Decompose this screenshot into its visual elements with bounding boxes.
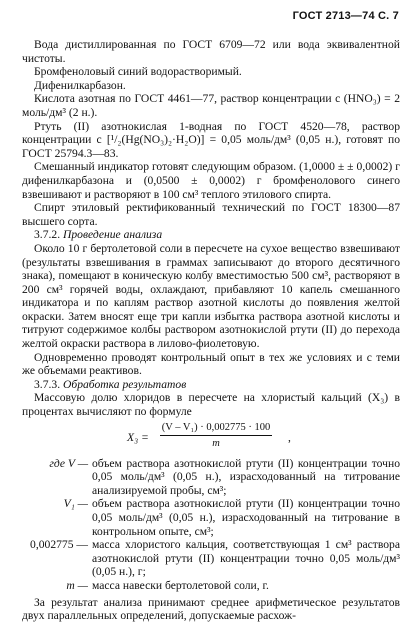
paragraph: Кислота азотная по ГОСТ 4461—77, раствор концентрации с (HNO₃) = 2 моль/дм³ (2 н.). bbox=[22, 92, 400, 119]
definition-symbol: m — bbox=[66, 578, 88, 592]
section-number: 3.7.2. bbox=[34, 228, 61, 242]
paragraph: Массовую долю хлоридов в пересчете на хлористый кальций (X₃) в процентах вычисляют по формуле bbox=[22, 391, 400, 419]
definition-symbol: где V — bbox=[49, 456, 88, 470]
definition-text: масса навески бертолетовой соли, г. bbox=[92, 578, 269, 592]
formula-lhs: X₃ = bbox=[127, 430, 149, 444]
page-header: ГОСТ 2713—74 С. 7 bbox=[292, 10, 399, 22]
definition-text: объем раствора азотнокислой ртути (II) концентрации точно 0,05 моль/дм³ (0,05 н.), израсходованный на титрование анализируемой пробы, см³; bbox=[92, 456, 400, 497]
paragraph: Вода дистиллированная по ГОСТ 6709—72 или вода эквивалентной чистоты. bbox=[22, 38, 400, 65]
formula-fraction bbox=[160, 421, 272, 451]
definition-text: масса хлористого кальция, соответствующая 1 см³ раствора азотнокислой ртути (II) концентрации точно 0,05 моль/дм³ (0,05 н.), г; bbox=[92, 538, 400, 579]
definition-item bbox=[22, 497, 400, 538]
paragraph: Бромфеноловый синий водорастворимый. bbox=[34, 65, 242, 79]
definition-item bbox=[22, 538, 400, 579]
formula-denominator: m bbox=[212, 438, 220, 450]
definition-symbol: 0,002775 — bbox=[30, 538, 88, 552]
definitions-list bbox=[22, 457, 400, 593]
definition-text: объем раствора азотнокислой ртути (II) концентрации точно 0,05 моль/дм³ (0,05 н.), израсходованный на титрование в контрольном опыте, см³; bbox=[92, 497, 400, 538]
body-text bbox=[22, 38, 400, 623]
section-heading-3-7-3 bbox=[22, 378, 400, 392]
section-title: Обработка результатов bbox=[63, 377, 187, 391]
paragraph: Ртуть (II) азотнокислая 1-водная по ГОСТ 4520—78, раствор концентрации с [¹/₂(Hg(NO₃)₂·H₂O)] = 0,05 моль/дм³ (0,05 н.), готовят по ГОСТ 25794.3—83. bbox=[22, 119, 400, 160]
definition-item bbox=[22, 457, 400, 498]
paragraph: Спирт этиловый ректификованный технический по ГОСТ 18300—87 высшего сорта. bbox=[22, 201, 400, 228]
formula-tail: , bbox=[288, 430, 291, 444]
paragraph: Одновременно проводят контрольный опыт в тех же условиях и с теми же объемами реактивов. bbox=[22, 350, 400, 378]
section-number: 3.7.3. bbox=[34, 377, 61, 391]
formula bbox=[22, 421, 400, 455]
paragraph: За результат анализа принимают среднее арифметическое результатов двух параллельных определений, допускаемые расхож- bbox=[22, 595, 400, 623]
paragraph: Смешанный индикатор готовят следующим образом. (1,0000 ± ± 0,0002) г дифенилкарбазона и (0,0500 ± 0,0002) г бромфенолового синего взвешивают и растворяют в 100 см³ теплого этилового спирта. bbox=[22, 160, 400, 201]
formula-numerator: (V – V₁) · 0,002775 · 100 bbox=[160, 421, 272, 437]
paragraph: Около 10 г бертолетовой соли в пересчете на сухое вещество взвешивают (результаты взвешивания в граммах записывают до второго десятичного знака), помещают в коническую колбу вместимостью 500 см³, растворяют в 200 см³ горячей воды, охлаждают, прибавляют 10 капель смешанного индикатора и по каплям раствор азотной кислоты до появления желтой окраски. Затем вносят еще три капли избытка раствора азотной кислоты и титруют содержимое колбы раствором азотнокислой ртути (II) до перехода желтой окраски раствора в лилово-фиолетовую. bbox=[22, 241, 400, 351]
section-heading-3-7-2 bbox=[22, 228, 400, 242]
section-title: Проведение анализа bbox=[63, 228, 163, 242]
definition-item bbox=[22, 579, 400, 593]
definition-symbol: V₁ — bbox=[63, 497, 88, 511]
paragraph: Дифенилкарбазон. bbox=[34, 78, 126, 92]
